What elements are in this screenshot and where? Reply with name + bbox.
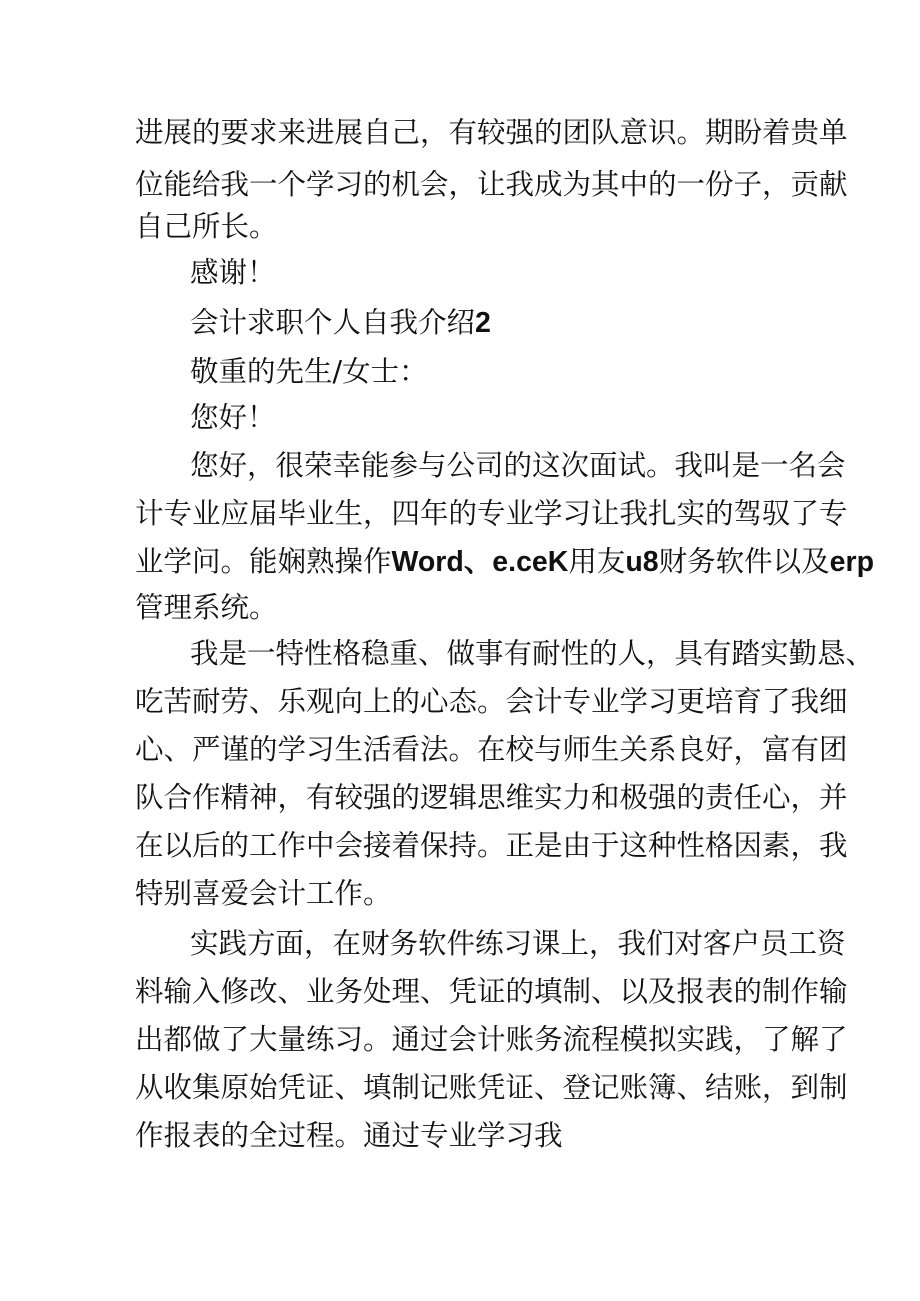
paragraph-line: 在以后的工作中会接着保持。正是由于这种性格因素，我	[135, 829, 848, 862]
paragraph-line: 特别喜爱会计工作。	[135, 877, 392, 910]
software-name: u8	[625, 546, 659, 578]
paragraph-line: 队合作精神，有较强的逻辑思维实力和极强的责任心，并	[135, 781, 848, 814]
software-name: erp	[829, 546, 875, 578]
paragraph-line: 管理系统。	[135, 591, 278, 624]
paragraph-line: 进展的要求来进展自己，有较强的团队意识。期盼着贵单	[135, 116, 848, 149]
heading-number: 2	[475, 307, 491, 339]
paragraph-line-mixed: 业学问。能娴熟操作Word、e.ceK用友u8财务软件以及erp	[135, 545, 875, 578]
paragraph-line: 我是一特性格稳重、做事有耐性的人，具有踏实勤恳、	[190, 637, 875, 670]
paragraph-line: 计专业应届毕业生，四年的专业学习让我扎实的驾驭了专	[135, 497, 848, 530]
section-heading	[190, 303, 795, 343]
paragraph-line: 实践方面，在财务软件练习课上，我们对客户员工资	[190, 927, 846, 960]
paragraph-line: 位能给我一个学习的机会，让我成为其中的一份子，贡献	[135, 168, 848, 201]
paragraph-line: 您好，很荣幸能参与公司的这次面试。我叫是一名会	[190, 449, 846, 482]
paragraph-line: 出都做了大量练习。通过会计账务流程模拟实践，了解了	[135, 1023, 848, 1056]
paragraph-line: 作报表的全过程。通过专业学习我	[135, 1119, 563, 1152]
paragraph-line: 吃苦耐劳、乐观向上的心态。会计专业学习更培育了我细	[135, 685, 848, 718]
greeting-line: 您好！	[190, 401, 276, 434]
paragraph-line: 心、严谨的学习生活看法。在校与师生关系良好，富有团	[135, 733, 848, 766]
thanks-line: 感谢！	[190, 256, 276, 289]
paragraph-line: 自己所长。	[135, 210, 278, 243]
salutation-line: 敬重的先生/女士：	[190, 355, 428, 388]
heading-text: 会计求职个人自我介绍	[190, 306, 476, 339]
paragraph-line: 从收集原始凭证、填制记账凭证、登记账簿、结账，到制	[135, 1071, 848, 1104]
paragraph-line: 料输入修改、业务处理、凭证的填制、以及报表的制作输	[135, 975, 848, 1008]
software-name: Word、e.ceK	[391, 546, 569, 578]
